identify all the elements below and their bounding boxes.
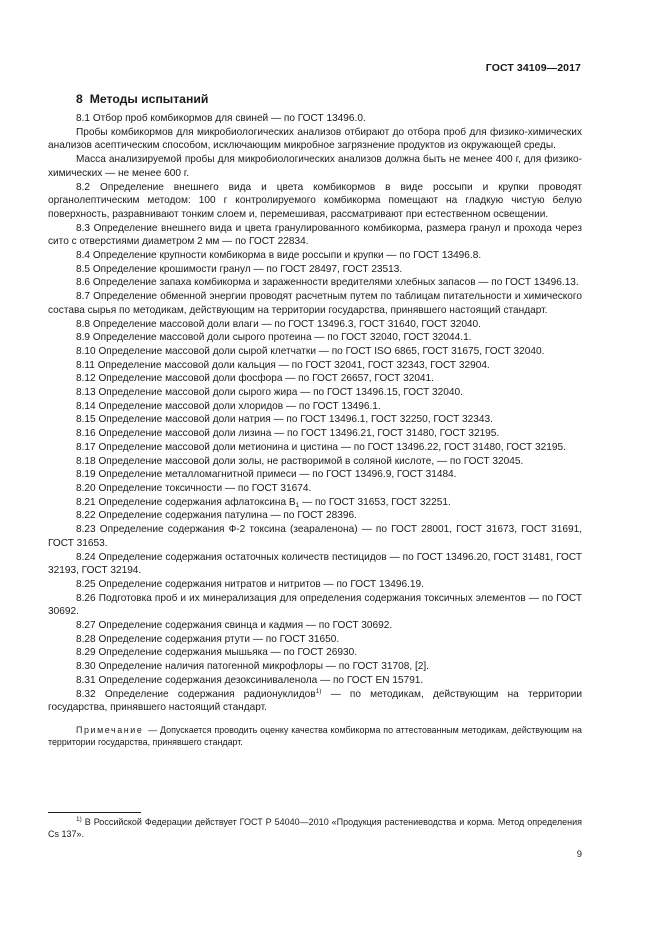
paragraph: 8.29 Определение содержания мышьяка — по ГОСТ 26930. [76, 647, 357, 659]
paragraph: 8.8 Определение массовой доли влаги — по ГОСТ 13496.3, ГОСТ 31640, ГОСТ 32040. [76, 318, 481, 330]
paragraph: 8.15 Определение массовой доли натрия — по ГОСТ 13496.1, ГОСТ 32250, ГОСТ 32343. [76, 414, 493, 426]
note-label: Примечание [76, 724, 144, 735]
footnote [48, 816, 582, 841]
paragraph: 8.11 Определение массовой доли кальция — по ГОСТ 32041, ГОСТ 32343, ГОСТ 32904. [76, 359, 490, 371]
paragraph: 8.16 Определение массовой доли лизина — по ГОСТ 13496.21, ГОСТ 31480, ГОСТ 32195. [76, 428, 500, 440]
section-heading [76, 92, 582, 106]
page-number: 9 [576, 849, 582, 860]
paragraph: 8.25 Определение содержания нитратов и нитритов — по ГОСТ 13496.19. [76, 578, 424, 590]
paragraph: 8.20 Определение токсичности — по ГОСТ 31674. [76, 482, 312, 494]
paragraph: Масса анализируемой пробы для микробиологических анализов должна быть не менее 400 г, для физико-химических — не менее 600 г. [48, 154, 582, 179]
paragraph-list [48, 509, 582, 687]
footnote-text: В Российской Федерации действует ГОСТ Р 54040—2010 «Продукция растениеводства и корма. Метод определения Cs 137». [48, 817, 582, 840]
footnote-marker: 1) [76, 816, 82, 823]
paragraph-8-21 [48, 496, 582, 510]
paragraph: 8.22 Определение содержания патулина — по ГОСТ 28396. [76, 510, 357, 522]
paragraph: 8.2 Определение внешнего вида и цвета комбикормов в виде россыпи и крупки проводят органолептическим методом: 100 г контролируемого комбикорма помещают на гладкую чистую белую поверхность, разравнивают тонким слоем и, перемешивая, рассматривают при естественном освещении. [48, 181, 582, 220]
paragraph: Пробы комбикормов для микробиологических анализов отбирают до отбора проб для физико-химических анализов асептическим способом, исключающим микробное загрязнение продуктов из окружающей среды. [48, 126, 582, 152]
paragraph-text: 8.21 Определение содержания афлатоксина В [76, 496, 296, 508]
paragraph-text: — по ГОСТ 31653, ГОСТ 32251. [299, 496, 451, 508]
paragraph: 8.24 Определение содержания остаточных количеств пестицидов — по ГОСТ 13496.20, ГОСТ 31481, ГОСТ 32193, ГОСТ 32194. [48, 551, 582, 577]
subscript: 1 [295, 501, 300, 509]
paragraph: 8.26 Подготовка проб и их минерализация для определения содержания токсичных элементов — по ГОСТ 30692. [48, 592, 582, 618]
note [48, 724, 582, 748]
paragraph: 8.10 Определение массовой доли сырой клетчатки — по ГОСТ ISO 6865, ГОСТ 31675, ГОСТ 32040. [76, 345, 545, 357]
paragraph: 8.31 Определение содержания дезоксиниваленола — по ГОСТ EN 15791. [76, 674, 424, 686]
paragraph-list [48, 112, 582, 496]
section-title: Методы испытаний [89, 92, 209, 106]
paragraph: 8.17 Определение массовой доли метионина и цистина — по ГОСТ 13496.22, ГОСТ 31480, ГОСТ 32195. [76, 441, 566, 453]
paragraph: 8.30 Определение наличия патогенной микрофлоры — по ГОСТ 31708, [2]. [76, 661, 429, 673]
footnote-divider [48, 812, 141, 813]
document-header: ГОСТ 34109—2017 [485, 62, 581, 74]
paragraph: 8.3 Определение внешнего вида и цвета гранулированного комбикорма, размера гранул и прохода через сито с отверстиями диаметром 2 мм — по ГОСТ 22834. [48, 222, 582, 248]
section-number: 8 [76, 92, 83, 106]
paragraph: 8.12 Определение массовой доли фосфора — по ГОСТ 26657, ГОСТ 32041. [76, 373, 434, 385]
paragraph: 8.27 Определение содержания свинца и кадмия — по ГОСТ 30692. [76, 620, 393, 632]
paragraph: 8.23 Определение содержания Ф-2 токсина (зеараленона) — по ГОСТ 28001, ГОСТ 31673, ГОСТ 31691, ГОСТ 31653. [48, 524, 582, 549]
paragraph: 8.19 Определение металломагнитной примеси — по ГОСТ 13496.9, ГОСТ 31484. [76, 469, 457, 481]
note-text: — Допускается проводить оценку качества комбикорма по аттестованным методикам, действующим на территории государства, принявшего стандарт. [48, 724, 582, 748]
paragraph: 8.28 Определение содержания ртути — по ГОСТ 31650. [76, 633, 340, 645]
paragraph: 8.4 Определение крупности комбикорма в виде россыпи и крупки — по ГОСТ 13496.8. [76, 250, 482, 262]
paragraph: 8.14 Определение массовой доли хлоридов — по ГОСТ 13496.1. [76, 400, 381, 412]
paragraph: 8.7 Определение обменной энергии проводят расчетным путем по таблицам питательности и химического состава сырья по методикам, действующим на территории государства, принявшего настоящий стандарт. [48, 291, 582, 316]
paragraph: 8.6 Определение запаха комбикорма и зараженности вредителями хлебных запасов — по ГОСТ 13496.13. [76, 277, 579, 289]
paragraph-text: — по методикам, действующим на территории государства, принявшего настоящий стандарт. [48, 688, 582, 714]
paragraph: 8.1 Отбор проб комбикормов для свиней — по ГОСТ 13496.0. [76, 113, 366, 124]
paragraph-8-32 [48, 688, 582, 715]
paragraph: 8.13 Определение массовой доли сырого жира — по ГОСТ 13496.15, ГОСТ 32040. [76, 387, 463, 399]
paragraph: 8.5 Определение крошимости гранул — по ГОСТ 28497, ГОСТ 23513. [76, 263, 403, 275]
paragraph: 8.9 Определение массовой доли сырого протеина — по ГОСТ 32040, ГОСТ 32044.1. [76, 332, 472, 344]
footnote-ref: 1) [315, 687, 322, 695]
paragraph: 8.18 Определение массовой доли золы, не растворимой в соляной кислоте, — по ГОСТ 32045. [76, 455, 524, 467]
page-content [48, 92, 582, 748]
paragraph-text: 8.32 Определение содержания радионуклидов [76, 688, 316, 700]
